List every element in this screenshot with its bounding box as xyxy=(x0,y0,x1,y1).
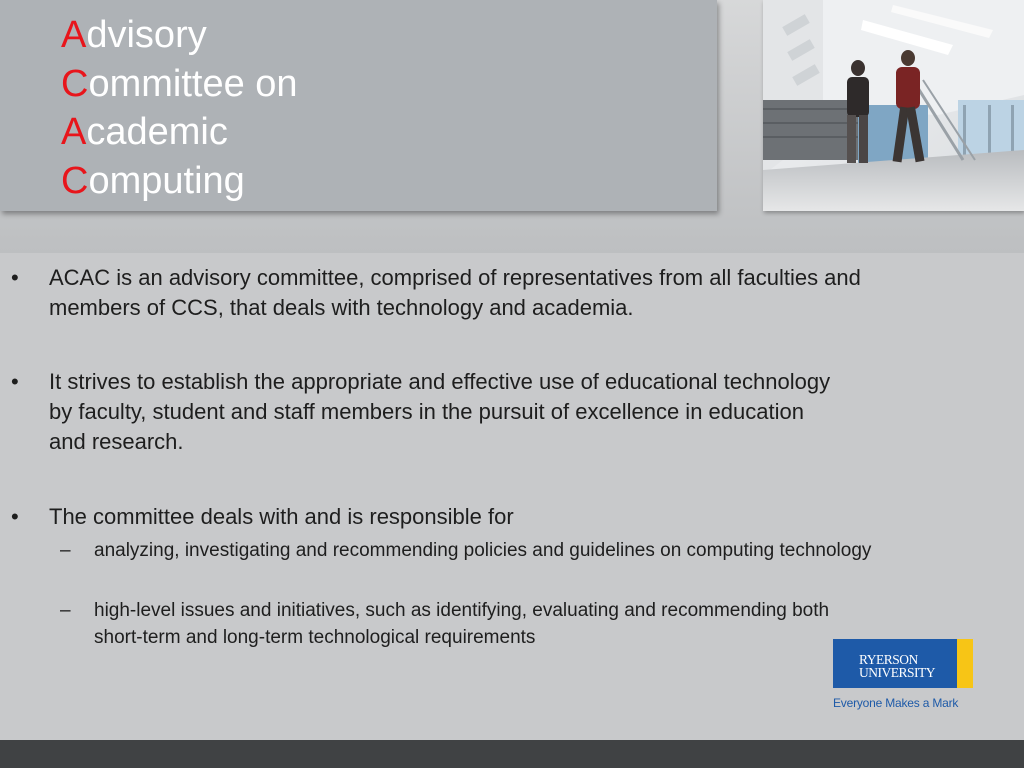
title-initial: C xyxy=(61,159,89,202)
sub-bullet-marker: – xyxy=(60,540,71,561)
bullet-item-mission xyxy=(0,367,900,459)
logo-blue-box xyxy=(833,639,973,688)
title-rest: dvisory xyxy=(86,14,207,56)
footer-bar xyxy=(0,740,1024,768)
bullet-marker: • xyxy=(11,369,19,394)
title-panel xyxy=(0,0,717,211)
title-rest: cademic xyxy=(86,111,228,153)
bullet-text: ACAC is an advisory committee, comprised of representatives from all faculties and members of CCS, that deals with technology and academia. xyxy=(49,265,861,320)
title-line-advisory xyxy=(61,11,298,60)
title-rest: omputing xyxy=(88,159,245,202)
title-line-computing xyxy=(61,157,298,206)
ryerson-logo xyxy=(833,639,975,715)
title-line-academic xyxy=(61,108,298,157)
logo-wordmark: RYERSON UNIVERSITY xyxy=(859,652,935,680)
title-initial: A xyxy=(61,14,87,56)
title-initial: A xyxy=(61,111,87,153)
logo-gold-bar xyxy=(957,639,973,688)
bullet-marker: • xyxy=(11,265,19,290)
bullet-marker: • xyxy=(11,504,19,529)
bullet-item-description xyxy=(0,263,900,325)
sub-bullet-marker: – xyxy=(60,600,71,621)
sub-bullet-text: high-level issues and initiatives, such as identifying, evaluating and recommending both short-term and long-term technological requirements xyxy=(94,600,830,648)
sub-bullet-text: analyzing, investigating and recommending policies and guidelines on computing technology xyxy=(94,540,872,561)
logo-tagline: Everyone Makes a Mark xyxy=(833,696,959,710)
title-line-committee xyxy=(61,60,298,109)
bullet-text: The committee deals with and is responsible for xyxy=(49,504,514,529)
title-initial: C xyxy=(61,62,89,105)
bullet-text: It strives to establish the appropriate and effective use of educational technology by faculty, student and staff members in the pursuit of excellence in education and research. xyxy=(49,369,831,454)
title-rest: ommittee on xyxy=(88,62,298,105)
slide-title xyxy=(61,11,298,205)
bullet-item-responsibilities xyxy=(0,502,900,662)
hallway-photo xyxy=(763,0,1024,211)
